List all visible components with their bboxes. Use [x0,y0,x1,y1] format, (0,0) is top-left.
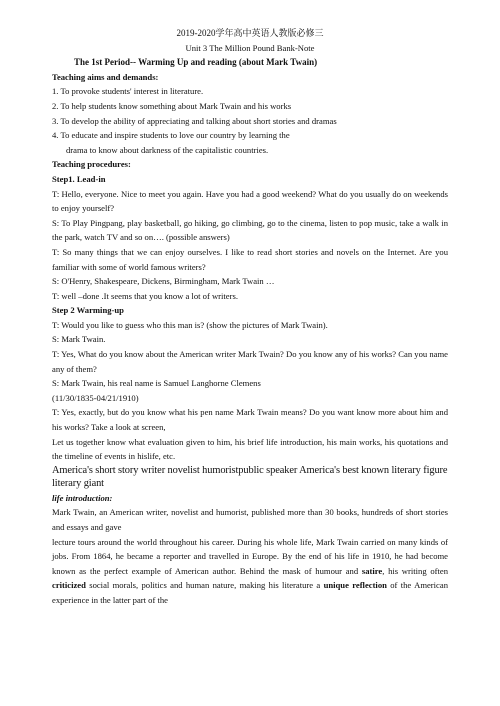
life-text: of the American experience in the latter part of the [52,580,448,605]
document-top-title: 2019-2020学年高中英语人教版必修三 [176,28,324,38]
dialogue-line: (11/30/1835-04/21/1910) [52,392,139,403]
dialogue-line: T: Would you like to guess who this man is? (show the pictures of Mark Twain). [52,319,328,330]
document-page [52,26,448,608]
aim-item: 4. To educate and inspire students to love our country by learning the [52,130,290,141]
procedures-heading: Teaching procedures: [52,159,131,170]
life-text: lecture tours around the world throughout his career. During his whole life, Mark Twain carried on many kinds of jobs. From 1864, he became a reporter and travelled in Europe. By the end of his life in 1910, he had become known as the perfect example of American author. Behind the mask of humour and [52,536,448,576]
life-heading: life introduction: [52,492,113,503]
aim-item: 2. To help students know something about Mark Twain and his works [52,100,292,111]
keyword-criticized: criticized [52,580,86,591]
aim-item: 3. To develop the ability of appreciating and talking about short stories and dramas [52,115,337,126]
dialogue-line: T: well –done .It seems that you know a lot of writers. [52,290,238,301]
keyword-satire: satire [361,565,383,576]
aim-item: 1. To provoke students' interest in literature. [52,86,204,97]
dialogue-line: T: Yes, exactly, but do you know what his pen name Mark Twain means? Do you want know more about him and his works? Take a look at screen, [52,407,448,433]
dialogue-line: S: To Play Pingpang, play basketball, go hiking, go climbing, go to the cinema, listen to pop music, take a walk in the park, watch TV and so on…. (possible answers) [52,217,448,243]
step1-heading: Step1. Lead-in [52,173,106,184]
dialogue-line: T: Yes, What do you know about the American writer Mark Twain? Do you know any of his works? Can you name any of them? [52,349,448,374]
step2-heading: Step 2 Warming-up [52,305,124,316]
life-paragraph [52,535,448,608]
period-title: The 1st Period-- Warming Up and reading (about Mark Twain) [74,57,318,68]
dialogue-line: S: Mark Twain. [52,334,106,345]
life-paragraph: Mark Twain, an American writer, novelist and humorist, published more than 30 books, hundreds of short stories and essays and gave [52,507,448,532]
keyword-unique-reflection: unique reflection [323,580,387,591]
dialogue-line: Let us together know what evaluation given to him, his brief life introduction, his main works, his quotations and the timeline of events in hislife, etc. [52,436,448,462]
unit-title: Unit 3 The Million Pound Bank-Note [185,42,315,53]
dialogue-line: T: So many things that we can enjoy ourselves. I like to read short stories and novels on the Internet. Are you familiar with some of world famous writers? [52,246,448,272]
aim-item-continued: drama to know about darkness of the capitalistic countries. [66,144,269,155]
dialogue-line: S: O'Henry, Shakespeare, Dickens, Birmingham, Mark Twain … [52,276,275,287]
aims-heading: Teaching aims and demands: [52,71,159,82]
dialogue-line: S: Mark Twain, his real name is Samuel Langhorne Clemens [52,378,261,389]
life-text: social morals, politics and human nature, making his literature a [85,580,324,591]
dialogue-line: T: Hello, everyone. Nice to meet you again. Have you had a good weekend? What do you usually do on weekends to enjoy yourself? [52,188,448,214]
life-text: , his writing often [382,565,448,576]
evaluation-line: America's short story writer novelist humoristpublic speaker America's best known literary figure literary giant [52,464,448,490]
